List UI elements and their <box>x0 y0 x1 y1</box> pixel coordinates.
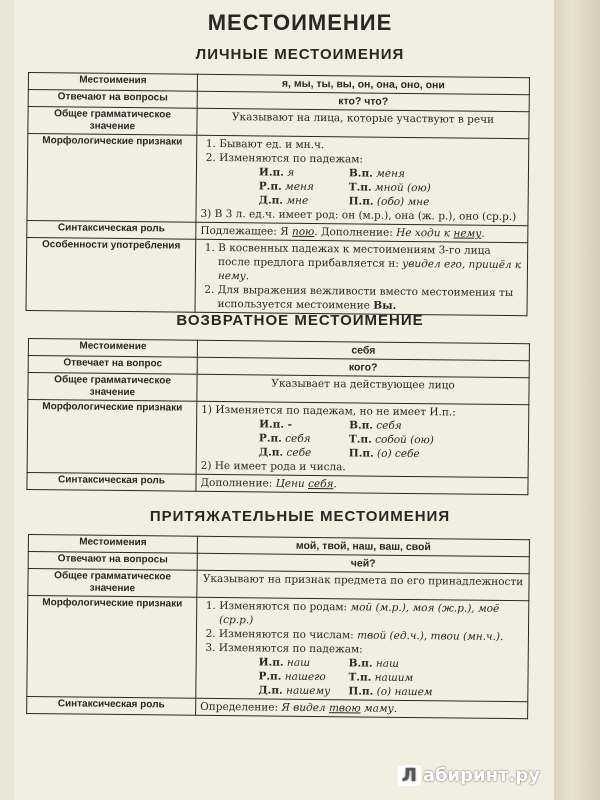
table-row <box>26 237 528 315</box>
row-value: я, мы, ты, вы, он, она, оно, они <box>197 74 529 94</box>
row-value: Указывают на признак предмета по его принадлежности <box>197 570 529 600</box>
list-item: 3. Изменяются по падежам: <box>219 641 524 658</box>
row-label: Особенности употребления <box>26 237 196 312</box>
list-item: 3) В 3 л. ед.ч. имеет род: он (м.р.), она (ж. р.), оно (ср.р.) <box>200 207 517 224</box>
case-cell: Р.п. себя <box>258 432 311 445</box>
case-cell: В.п. себя <box>349 419 402 432</box>
case-cell: В.п. наш <box>348 657 400 670</box>
row-label: Общее грамматическое значение <box>28 373 197 402</box>
case-cell: Д.п. мне <box>258 194 309 207</box>
row-label: Местоимения <box>28 535 197 554</box>
labirint-watermark: Л абиринт.ру <box>398 765 540 786</box>
row-value <box>196 401 529 477</box>
table-row <box>27 134 529 226</box>
row-label: Синтаксическая роль <box>27 696 196 715</box>
list-item: 1. В косвенных падежах к местоимениям 3-го лица после предлога прибавляется н: увидел его, пришёл к нему. <box>218 241 523 286</box>
row-value: кого? <box>197 357 529 377</box>
row-value: мой, твой, наш, ваш, свой <box>197 536 529 556</box>
reflexive-section-title: ВОЗВРАТНОЕ МЕСТОИМЕНИЕ <box>176 312 424 329</box>
row-label: Синтаксическая роль <box>27 472 196 491</box>
row-label: Общее грамматическое значение <box>28 107 197 136</box>
case-cell: П.п. (о) себе <box>348 447 420 461</box>
possessive-table <box>26 534 530 719</box>
case-cell: Д.п. нашему <box>258 684 331 698</box>
list-item: 1. Бывают ед. и мн.ч. <box>219 137 524 154</box>
row-value: Дополнение: Цени себя. <box>196 474 528 494</box>
possessive-section-title: ПРИТЯЖАТЕЛЬНЫЕ МЕСТОИМЕНИЯ <box>149 508 451 525</box>
case-grid <box>201 165 524 210</box>
list-item: 2. Для выражения вежливости вместо местоимения ты используется местоимение Вы. <box>218 283 523 314</box>
list-item: 2. Изменяются по падежам: <box>219 151 524 168</box>
row-value: чей? <box>197 553 529 573</box>
case-cell: Р.п. меня <box>258 180 314 193</box>
row-label: Местоимения <box>28 73 197 92</box>
row-value: Указывают на лица, которые участвуют в речи <box>197 108 529 138</box>
personal-table <box>25 72 529 316</box>
case-cell: Д.п. себе <box>258 446 312 459</box>
list-item: 2. Изменяются по числам: твой (ед.ч.), твои (мн.ч.). <box>219 627 524 644</box>
row-value <box>196 597 529 701</box>
case-grid <box>200 655 523 700</box>
row-label: Местоимение <box>28 339 197 358</box>
row-label: Синтаксическая роль <box>27 220 196 239</box>
row-label: Отвечают на вопросы <box>28 90 197 109</box>
table-row <box>27 596 529 702</box>
row-value: кто? что? <box>197 91 529 111</box>
list-item: 2) Не имеет рода и числа. <box>200 459 346 474</box>
row-value: Определение: Я видел твою маму. <box>196 698 528 718</box>
row-label: Общее грамматическое значение <box>28 569 197 598</box>
row-value: Указывает на действующее лицо <box>197 374 529 404</box>
case-cell: Т.п. собой (ою) <box>348 433 434 447</box>
row-value: Подлежащее: Я пою. Дополнение: Не ходи к нему. <box>196 222 528 242</box>
row-value <box>196 135 529 225</box>
row-label: Морфологические признаки <box>27 134 197 223</box>
list-item: 1. Изменяются по родам: мой (м.р.), моя (ж.р.), моё (ср.р.) <box>219 599 524 630</box>
row-value: себя <box>197 340 529 360</box>
case-cell: И.п. я <box>258 166 295 179</box>
row-label: Морфологические признаки <box>27 596 197 699</box>
book-spine <box>554 0 600 800</box>
case-cell: В.п. меня <box>348 167 406 180</box>
case-cell: Р.п. нашего <box>258 670 326 684</box>
case-cell: Т.п. нашим <box>348 671 414 685</box>
case-cell: П.п. (о) нашем <box>348 685 433 699</box>
case-cell: И.п. наш <box>258 656 311 669</box>
case-cell: П.п. (обо) мне <box>348 195 430 209</box>
row-label: Отвечают на вопросы <box>28 552 197 571</box>
case-grid <box>201 417 524 462</box>
personal-section-title: ЛИЧНЫЕ МЕСТОИМЕНИЯ <box>195 46 405 63</box>
case-cell: Т.п. мной (ою) <box>348 181 431 195</box>
row-label: Отвечает на вопрос <box>28 356 197 375</box>
table-row <box>27 400 529 478</box>
list-item: 1) Изменяется по падежам, но не имеет И.п.: <box>201 403 456 419</box>
row-label: Морфологические признаки <box>27 400 197 475</box>
page-title: МЕСТОИМЕНИЕ <box>207 10 393 35</box>
row-value <box>195 239 528 315</box>
case-cell: И.п. - <box>259 418 293 431</box>
reflexive-table <box>26 338 530 495</box>
